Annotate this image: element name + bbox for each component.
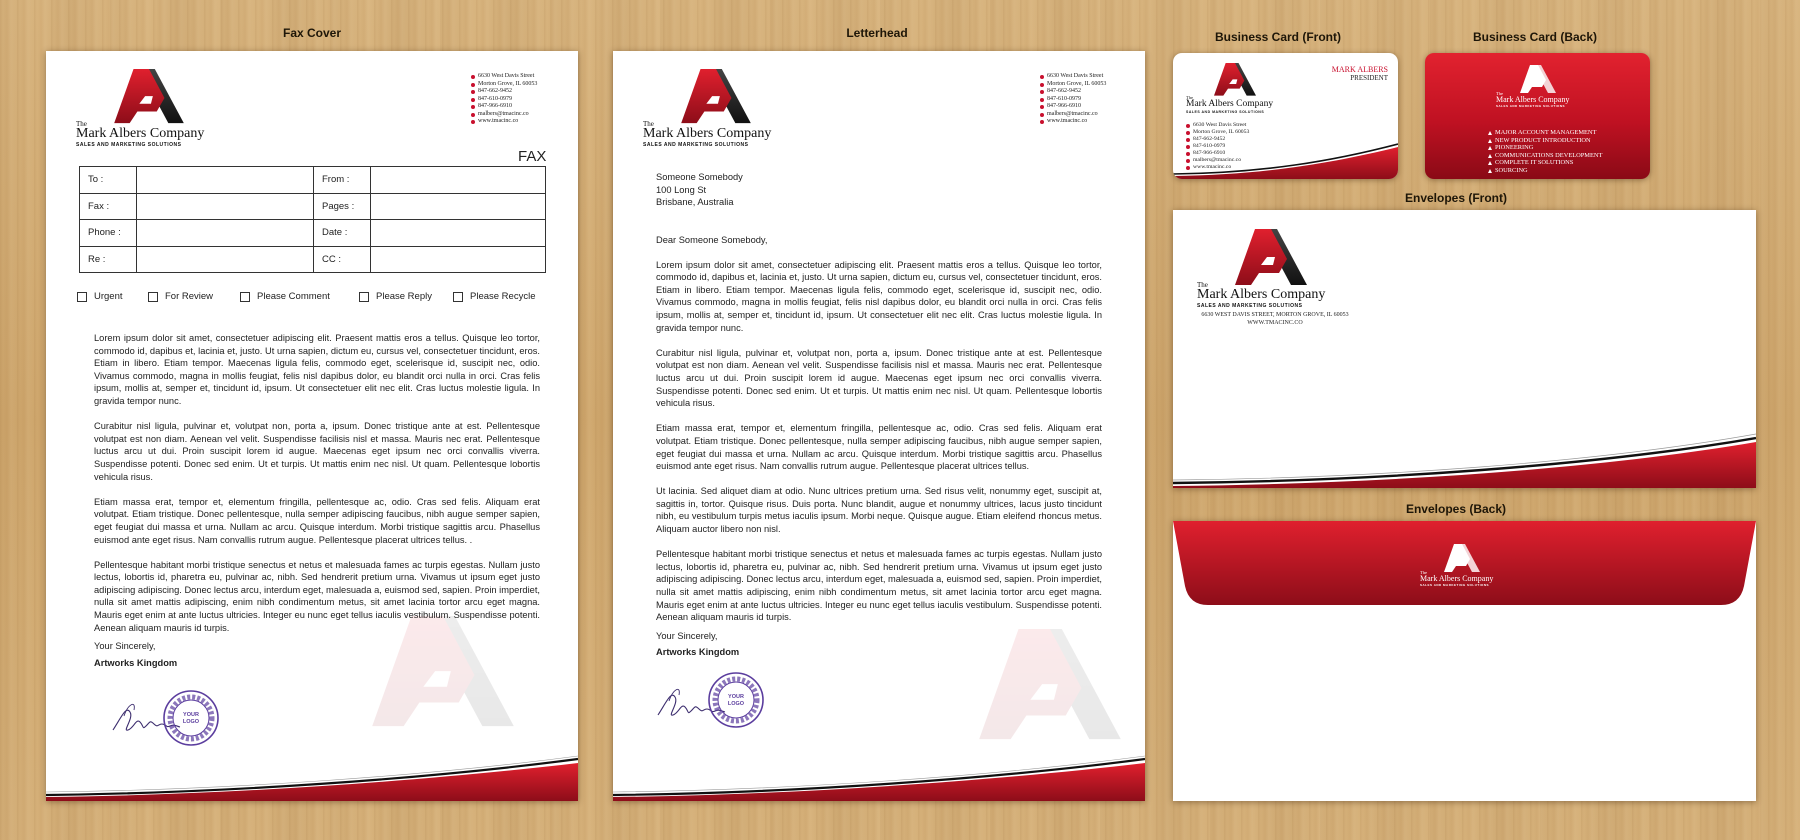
fax-label-pages: Pages : <box>314 193 371 220</box>
checkbox-icon[interactable] <box>148 292 158 302</box>
company-logo-icon <box>1211 63 1259 98</box>
fax-field-fax[interactable] <box>137 193 314 220</box>
fax-field-cc[interactable] <box>371 246 546 273</box>
fax-paragraph-2: Curabitur nisl ligula, pulvinar et, volutpat non, porta a, ipsum. Donec tristique ante at est. Pellentesque volutpat est non diam. Aenean vel velit. Suspendisse facilisis nisl et massa. Mauris nec erat. Pellentesque luctus arcu ut dui. Proin suscipit lorem id augue. Maecenas eget ipsum nec orci convallis viverra. Suspendisse potenti. Donec sed enim. Ut et turpis. Ut mattis enim nec nisl. Ut quam. Pellentesque lobortis vehicula risus. <box>94 421 540 482</box>
stamp-center-text-2: LOGO <box>727 701 745 707</box>
fax-signer: Artworks Kingdom <box>94 657 178 668</box>
service-item: PIONEERING <box>1488 144 1602 152</box>
letter-paragraph-1: Lorem ipsum dolor sit amet, consectetuer adipiscing elit. Praesent mattis eros a tellus. Quisque leo tortor, commodo id, dapibus et, lacinia et, justo. Ut urna sapien, dictum eu, cursus vel, consectetuer tincidunt, eros. Etiam in libero. Etiam tempor. Maecenas ligula felis, commodo eget, scelerisque id, suscipit nec, odio. Vivamus commodo, magna in mollis feugiat, felis nisl dapibus dolor, eu blandit orci nulla in orci. Cras felis ipsum, mollis at, semper et, tincidunt id, ipsum. Ut consectetuer elit nec elit. Cras luctus molestie ligula. In gravida tempor nunc. <box>656 259 1102 333</box>
check-for-review-label: For Review <box>165 291 214 302</box>
fax-checkbox-row <box>77 291 535 302</box>
fax-row-fax <box>80 193 546 220</box>
fax-row-phone <box>80 220 546 247</box>
letter-signer: Artworks Kingdom <box>656 647 740 658</box>
check-please-reply[interactable] <box>359 291 453 302</box>
wordmark-the: The <box>1197 281 1208 289</box>
check-please-reply-label: Please Reply <box>376 291 432 302</box>
contact-phone-3: 847-966-6910 <box>1186 150 1249 157</box>
contact-phone-1: 847-662-9452 <box>1186 136 1249 143</box>
service-item: NEW PRODUCT INTRODUCTION <box>1488 137 1602 145</box>
fax-field-date[interactable] <box>371 220 546 247</box>
contact-website: www.tmacinc.co <box>1186 164 1249 171</box>
card-person-title: PRESIDENT <box>1350 74 1388 82</box>
fax-field-phone[interactable] <box>137 220 314 247</box>
envelope-back-label: Envelopes (Back) <box>1405 502 1507 516</box>
letterhead-sheet <box>613 51 1145 801</box>
letter-closing: Your Sincerely, <box>656 630 718 641</box>
recipient-block <box>656 171 1102 209</box>
stamp-center-text-2: LOGO <box>182 719 200 725</box>
wordmark-name: Mark Albers Company <box>76 126 205 141</box>
company-wordmark <box>1197 281 1325 309</box>
check-please-recycle[interactable] <box>453 291 535 302</box>
recipient-street: 100 Long St <box>656 184 707 195</box>
contact-city: Morton Grove, IL 60053 <box>471 81 537 89</box>
fax-closing: Your Sincerely, <box>94 641 156 652</box>
contact-street: 6630 West Davis Street <box>1186 122 1249 129</box>
card-front-swoosh <box>1173 139 1398 179</box>
company-logo-icon <box>677 69 755 127</box>
fax-cover-label: Fax Cover <box>282 26 342 40</box>
service-item: MAJOR ACCOUNT MANAGEMENT <box>1488 129 1602 137</box>
letter-paragraph-3: Etiam massa erat, tempor et, elementum fringilla, pellentesque ac, odio. Cras sed felis. Aliquam erat volutpat. Etiam tristique. Donec pellentesque, nulla semper adipiscing faucibus, nibh augue semper sapien, eget feugiat dui massa et urna. Nullam ac arcu. Quisque interdum. Morbi tristique sagittis arcu. Phasellus euismod ante eget risus. Nam convallis rutrum augue. Pellentesque placerat ultrices tellus. <box>656 423 1102 472</box>
contact-phone-3: 847-966-6910 <box>471 103 537 111</box>
wordmark-tagline: SALES AND MARKETING SOLUTIONS <box>1197 303 1303 309</box>
envelope-front-label: Envelopes (Front) <box>1404 191 1507 205</box>
contact-phone-2: 847-610-0979 <box>1186 143 1249 150</box>
fax-label-fax: Fax : <box>80 193 137 220</box>
company-wordmark <box>1186 95 1273 114</box>
contact-street: 6630 West Davis Street <box>1040 73 1106 81</box>
fax-label-from: From : <box>314 167 371 194</box>
fax-row-re <box>80 246 546 273</box>
company-logo-icon <box>1231 229 1311 289</box>
wordmark-the: The <box>1186 95 1193 100</box>
letterhead-footer-swoosh <box>613 751 1145 801</box>
contact-website: www.tmacinc.co <box>1040 118 1106 126</box>
check-please-comment[interactable] <box>240 291 359 302</box>
contact-email: malbers@tmacinc.co <box>1040 111 1106 119</box>
company-wordmark <box>643 120 771 148</box>
checkbox-icon[interactable] <box>453 292 463 302</box>
wordmark-tagline: SALES AND MARKETING SOLUTIONS <box>76 142 182 148</box>
company-wordmark <box>1496 91 1569 108</box>
contact-email: malbers@tmacinc.co <box>1186 157 1249 164</box>
envelope-front-swoosh <box>1173 428 1756 488</box>
service-item: SOURCING <box>1488 167 1602 175</box>
wordmark-name: Mark Albers Company <box>1197 287 1326 302</box>
fax-title: FAX <box>518 148 547 165</box>
contact-city: Morton Grove, IL 60053 <box>1186 129 1249 136</box>
stamp-center-text: YOUR <box>183 712 199 718</box>
envelope-address: 6630 WEST DAVIS STREET, MORTON GROVE, IL 60053 <box>1201 312 1349 318</box>
wordmark-name: Mark Albers Company <box>1186 99 1274 109</box>
letter-paragraph-4: Ut lacinia. Sed aliquet diam at odio. Nunc ultrices pretium urna. Sed risus velit, nonummy eget, suscipit at, sagittis in, tortor. Quisque risus. Duis porta. Nunc blandit, augue et nonummy ultrices, lacus justo tincidunt nibh, eu vestibulum turpis metus iaculis ipsum. Morbi neque. Quisque augue. Etiam eleifend rhoncus metus. Aliquam auctor libero non nisl. <box>656 486 1102 535</box>
wordmark-name: Mark Albers Company <box>1420 574 1494 583</box>
fax-label-cc: CC : <box>314 246 371 273</box>
contact-city: Morton Grove, IL 60053 <box>1040 81 1106 89</box>
wordmark-the: The <box>1496 91 1503 96</box>
check-urgent[interactable] <box>77 291 148 302</box>
check-for-review[interactable] <box>148 291 240 302</box>
recipient-name: Someone Somebody <box>656 172 743 182</box>
fax-field-from[interactable] <box>371 167 546 194</box>
fax-label-date: Date : <box>314 220 371 247</box>
fax-label-phone: Phone : <box>80 220 137 247</box>
fax-field-to[interactable] <box>137 167 314 194</box>
contact-email: malbers@tmacinc.co <box>471 111 537 119</box>
fax-contact-block <box>471 73 537 126</box>
envelope-website: WWW.TMACINC.CO <box>1247 320 1303 326</box>
business-card-front <box>1173 53 1398 179</box>
check-urgent-label: Urgent <box>94 291 123 302</box>
letter-paragraph-2: Curabitur nisl ligula, pulvinar et, volutpat non, porta a, ipsum. Donec tristique ante at est. Pellentesque volutpat est non diam. Aenean vel velit. Suspendisse facilisis nisl et massa. Mauris nec erat. Pellentesque luctus arcu ut dui. Proin suscipit lorem id augue. Maecenas eget ipsum nec orci convallis viverra. Suspendisse potenti. Donec sed enim. Ut et turpis. Ut mattis enim nec nisl. Ut quam. Pellentesque lobortis vehicula risus. <box>656 347 1102 409</box>
wordmark-tagline: SALES AND MARKETING SOLUTIONS <box>1186 109 1265 114</box>
wordmark-the: The <box>643 120 654 128</box>
envelope-back <box>1173 521 1756 801</box>
letterhead-contact-block <box>1040 73 1106 126</box>
company-wordmark <box>1420 570 1493 587</box>
wordmark-tagline: SALES AND MARKETING SOLUTIONS <box>1420 583 1490 587</box>
business-card-back <box>1425 53 1650 179</box>
fax-header-table <box>79 166 546 273</box>
fax-field-pages[interactable] <box>371 193 546 220</box>
contact-street: 6630 West Davis Street <box>471 73 537 81</box>
stamp-center-text: YOUR <box>728 694 744 700</box>
checkbox-icon[interactable] <box>359 292 369 302</box>
check-please-recycle-label: Please Recycle <box>470 291 536 302</box>
letterhead-label: Letterhead <box>846 26 908 40</box>
card-person-name: MARK ALBERS <box>1331 65 1388 74</box>
service-item: COMPLETE IT SOLUTIONS <box>1488 159 1602 167</box>
envelope-return-address <box>1190 311 1360 327</box>
card-services-list <box>1488 129 1602 175</box>
stamp-icon <box>162 689 220 747</box>
check-please-comment-label: Please Comment <box>257 291 330 302</box>
contact-phone-2: 847-610-0979 <box>1040 96 1106 104</box>
wordmark-the: The <box>76 120 87 128</box>
company-wordmark <box>76 120 204 148</box>
wordmark-tagline: SALES AND MARKETING SOLUTIONS <box>1496 104 1566 108</box>
letter-paragraph-5: Pellentesque habitant morbi tristique senectus et netus et malesuada fames ac turpis egestas. Nullam justo lectus, lobortis id, pharetra eu, pulvinar ac, nibh. Sed hendrerit pretium urna. Vivamus ut ipsum eget justo adipiscing adipiscing. Donec lectus arcu, interdum eget, malesuada a, euismod sed, sapien. Proin imperdiet, nulla sit amet mattis adipiscing, enim nibh condimentum metus, sit amet lacinia tortor arcu eget magna. Mauris eget enim at ante luctus ultricies. Integer eu nunc eget tellus iaculis vestibulum. Suspendisse potenti. Aenean aliquam mauris id turpis. <box>656 549 1102 623</box>
fax-label-re: Re : <box>80 246 137 273</box>
company-logo-icon <box>110 69 188 127</box>
contact-phone-2: 847-610-0979 <box>471 96 537 104</box>
contact-website: www.tmacinc.co <box>471 118 537 126</box>
fax-row-to <box>80 167 546 194</box>
fax-paragraph-3: Etiam massa erat, tempor et, elementum fringilla, pellentesque ac, odio. Cras sed felis. Aliquam erat volutpat. Etiam tristique. Donec pellentesque, nulla semper adipiscing faucibus, nibh augue semper sapien, eget feugiat dui massa et urna. Nullam ac arcu. Quisque interdum. Morbi tristique sagittis arcu. Phasellus euismod ante eget risus. Nam convallis rutrum augue. Pellentesque placerat ultrices tellus. . <box>94 496 540 545</box>
stamp-icon <box>707 671 765 729</box>
fax-footer-swoosh <box>46 751 578 801</box>
card-person <box>1332 65 1388 82</box>
card-front-label: Business Card (Front) <box>1214 30 1341 44</box>
checkbox-icon[interactable] <box>77 292 87 302</box>
fax-cover-sheet <box>46 51 578 801</box>
checkbox-icon[interactable] <box>240 292 250 302</box>
wordmark-tagline: SALES AND MARKETING SOLUTIONS <box>643 142 749 148</box>
wordmark-name: Mark Albers Company <box>1496 95 1570 104</box>
envelope-front <box>1173 210 1756 488</box>
contact-phone-3: 847-966-6910 <box>1040 103 1106 111</box>
fax-label-to: To : <box>80 167 137 194</box>
contact-phone-1: 847-662-9452 <box>471 88 537 96</box>
card-back-label: Business Card (Back) <box>1472 30 1598 44</box>
fax-paragraph-4: Pellentesque habitant morbi tristique senectus et netus et malesuada fames ac turpis egestas. Nullam justo lectus, lobortis id, pharetra eu, pulvinar ac, nibh. Sed hendrerit pretium urna. Vivamus ut ipsum eget justo adipiscing adipiscing. Donec lectus arcu, interdum eget, malesuada a, euismod sed, sapien. Proin imperdiet, nulla sit amet mattis adipiscing, enim nibh condimentum metus, sit amet lacinia tortor arcu eget magna. Mauris eget enim at ante luctus ultricies. Integer eu nunc eget tellus iaculis vestibulum. Suspendisse potenti. Aenean aliquam mauris id turpis. <box>94 559 540 633</box>
contact-phone-1: 847-662-9452 <box>1040 88 1106 96</box>
wordmark-name: Mark Albers Company <box>643 126 772 141</box>
service-item: COMMUNICATIONS DEVELOPMENT <box>1488 152 1602 160</box>
fax-paragraph-1: Lorem ipsum dolor sit amet, consectetuer adipiscing elit. Praesent mattis eros a tellus. Quisque leo tortor, commodo id, dapibus et, lacinia et, justo. Ut urna sapien, dictum eu, cursus vel, consectetuer tincidunt, eros. Etiam in libero. Etiam tempor. Maecenas ligula felis, commodo eget, scelerisque id, suscipit nec, odio. Vivamus commodo, magna in mollis feugiat, felis nisl dapibus dolor, eu blandit orci nulla in orci. Cras felis ipsum, mollis at, semper et, tincidunt id, ipsum. Ut consectetuer elit nec elit. Cras luctus molestie ligula. In gravida tempor nunc. <box>94 333 540 406</box>
letter-body <box>656 234 1102 659</box>
fax-field-re[interactable] <box>137 246 314 273</box>
fax-body <box>94 332 540 669</box>
wordmark-the: The <box>1420 570 1427 575</box>
letter-greeting: Dear Someone Somebody, <box>656 235 768 245</box>
recipient-city: Brisbane, Australia <box>656 197 734 208</box>
